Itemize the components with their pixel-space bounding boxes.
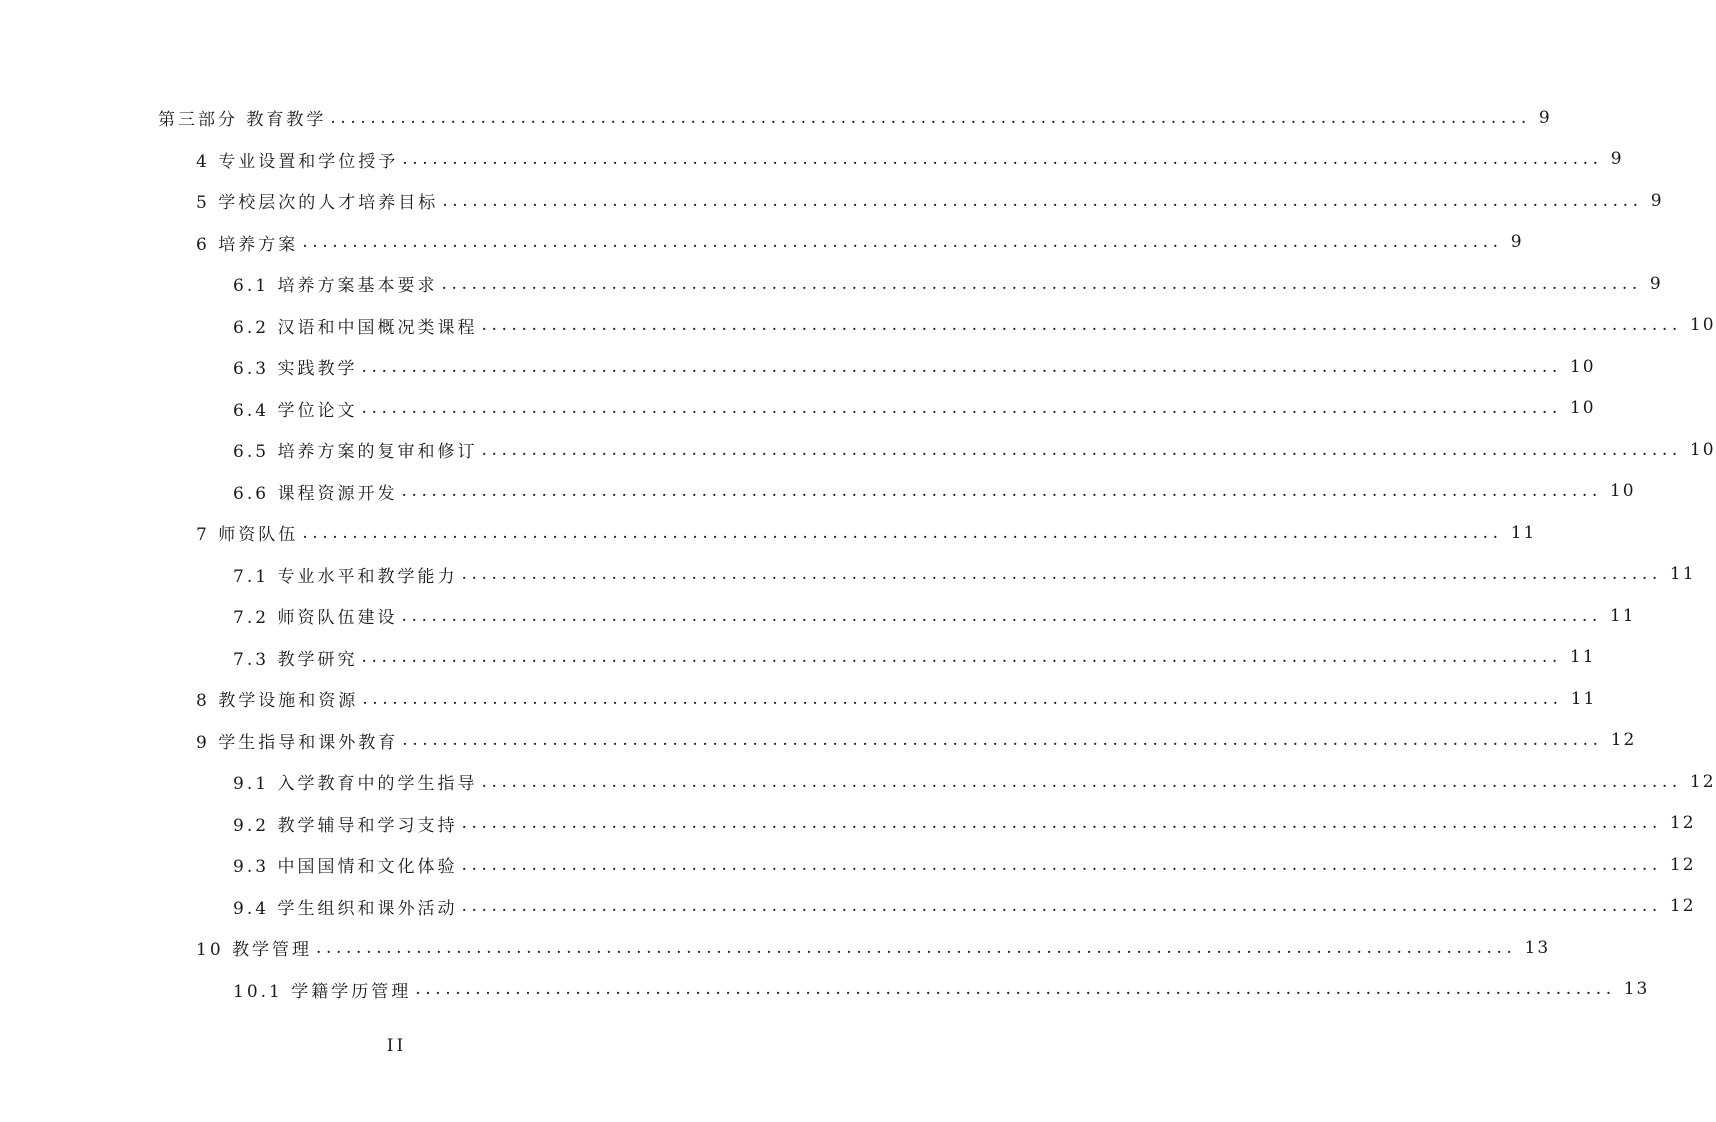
toc-entry-title: 9.3 中国国情和文化体验	[233, 857, 458, 877]
toc-entry-page-number: 13	[1623, 979, 1650, 999]
toc-entry-title: 6.2 汉语和中国概况类课程	[233, 317, 478, 338]
toc-entry-title: 7.3 教学研究	[233, 649, 358, 670]
toc-entry-page-number: 13	[1524, 937, 1551, 958]
toc-entry-page-number: 10	[1689, 439, 1716, 460]
toc-entry[interactable]	[196, 720, 1637, 761]
toc-entry[interactable]	[196, 512, 1537, 553]
toc-entry[interactable]	[233, 803, 1696, 844]
toc-entry-page-number: 11	[1669, 564, 1696, 584]
toc-entry-title: 7.2 师资队伍建设	[233, 608, 398, 628]
toc-entry-title: 6.5 培养方案的复审和修订	[233, 442, 478, 462]
toc-leader-dots: ........................................................................................................................	[402, 149, 1603, 169]
toc-entry[interactable]	[233, 388, 1596, 429]
toc-leader-dots: ........................................................................................................................	[361, 398, 1562, 418]
toc-entry-page-number: 9	[1538, 107, 1552, 128]
toc-entry[interactable]	[233, 346, 1596, 387]
toc-entry[interactable]	[233, 263, 1663, 304]
toc-entry[interactable]	[233, 595, 1636, 636]
toc-entry-page-number: 11	[1609, 605, 1636, 626]
toc-leader-dots: ........................................................................................................................	[415, 979, 1616, 999]
page-footer-number: II	[386, 1036, 407, 1056]
toc-entry[interactable]	[196, 139, 1624, 180]
toc-leader-dots: ........................................................................................................................	[361, 356, 1562, 377]
toc-entry-page-number: 12	[1689, 771, 1716, 792]
toc-leader-dots: ........................................................................................................................	[481, 315, 1682, 335]
toc-leader-dots: ........................................................................................................................	[401, 481, 1602, 501]
toc-entry-page-number: 9	[1649, 273, 1663, 294]
toc-entry-page-number: 9	[1650, 190, 1664, 211]
toc-entry-page-number: 10	[1569, 398, 1596, 418]
toc-entry-page-number: 12	[1669, 854, 1696, 875]
toc-entry[interactable]	[196, 678, 1597, 719]
toc-entry-title: 8 教学设施和资源	[196, 691, 359, 711]
toc-entry-title: 7 师资队伍	[196, 525, 299, 545]
toc-entry-page-number: 12	[1669, 813, 1696, 833]
toc-entry-title: 10 教学管理	[196, 940, 313, 960]
toc-entry[interactable]	[196, 927, 1551, 968]
toc-entry-title: 9 学生指导和课外教育	[196, 732, 399, 753]
toc-entry-page-number: 9	[1610, 149, 1624, 169]
toc-entry-page-number: 11	[1569, 647, 1596, 667]
toc-entry[interactable]	[233, 761, 1716, 802]
toc-entry-page-number: 10	[1569, 356, 1596, 377]
toc-entry-page-number: 10	[1689, 315, 1716, 335]
toc-leader-dots: ........................................................................................................................	[401, 605, 1602, 626]
toc-entry-title: 6 培养方案	[196, 234, 299, 255]
toc-leader-dots: ........................................................................................................................	[302, 232, 1503, 252]
toc-entry-title: 6.1 培养方案基本要求	[233, 276, 438, 296]
toc-leader-dots: ........................................................................................................................	[402, 730, 1603, 750]
toc-leader-dots: ........................................................................................................................	[441, 273, 1642, 294]
toc-entry[interactable]	[233, 844, 1696, 885]
toc-entry-title: 6.6 课程资源开发	[233, 483, 398, 504]
toc-entry-title: 5 学校层次的人才培养目标	[196, 193, 439, 213]
toc-entry-title: 第三部分 教育教学	[158, 110, 327, 130]
toc-leader-dots: ........................................................................................................................	[461, 813, 1662, 833]
toc-entry-title: 9.2 教学辅导和学习支持	[233, 815, 458, 836]
toc-leader-dots: ........................................................................................................................	[442, 190, 1643, 211]
toc-entry[interactable]	[233, 637, 1596, 678]
toc-leader-dots: ........................................................................................................................	[481, 439, 1682, 460]
toc-entry-title: 6.4 学位论文	[233, 400, 358, 421]
toc-entry[interactable]	[158, 97, 1552, 138]
toc-leader-dots: ........................................................................................................................	[461, 896, 1662, 916]
toc-entry[interactable]	[233, 429, 1716, 470]
toc-entry[interactable]	[233, 471, 1636, 512]
toc-entry-title: 10.1 学籍学历管理	[233, 981, 412, 1002]
toc-entry[interactable]	[233, 305, 1716, 346]
toc-leader-dots: ........................................................................................................................	[362, 688, 1563, 709]
toc-entry-page-number: 12	[1610, 730, 1637, 750]
toc-leader-dots: ........................................................................................................................	[461, 564, 1662, 584]
toc-entry-title: 9.1 入学教育中的学生指导	[233, 774, 478, 794]
toc-entry[interactable]	[196, 222, 1524, 263]
toc-entry-page-number: 9	[1510, 232, 1524, 252]
toc-leader-dots: ........................................................................................................................	[481, 771, 1682, 792]
toc-entry-title: 9.4 学生组织和课外活动	[233, 898, 458, 919]
toc-entry-title: 4 专业设置和学位授予	[196, 151, 399, 172]
toc-entry[interactable]	[196, 180, 1664, 221]
toc-leader-dots: ........................................................................................................................	[316, 937, 1517, 958]
toc-leader-dots: ........................................................................................................................	[330, 107, 1531, 128]
toc-entry-page-number: 11	[1570, 688, 1597, 709]
toc-entry-title: 7.1 专业水平和教学能力	[233, 566, 458, 587]
toc-entry[interactable]	[233, 886, 1696, 927]
toc-entry-page-number: 10	[1609, 481, 1636, 501]
toc-leader-dots: ........................................................................................................................	[361, 647, 1562, 667]
toc-entry-page-number: 11	[1510, 522, 1537, 543]
toc-entry-title: 6.3 实践教学	[233, 359, 358, 379]
toc-leader-dots: ........................................................................................................................	[302, 522, 1503, 543]
toc-entry[interactable]	[233, 554, 1696, 595]
toc-leader-dots: ........................................................................................................................	[461, 854, 1662, 875]
toc-entry[interactable]	[233, 969, 1650, 1010]
toc-entry-page-number: 12	[1669, 896, 1696, 916]
